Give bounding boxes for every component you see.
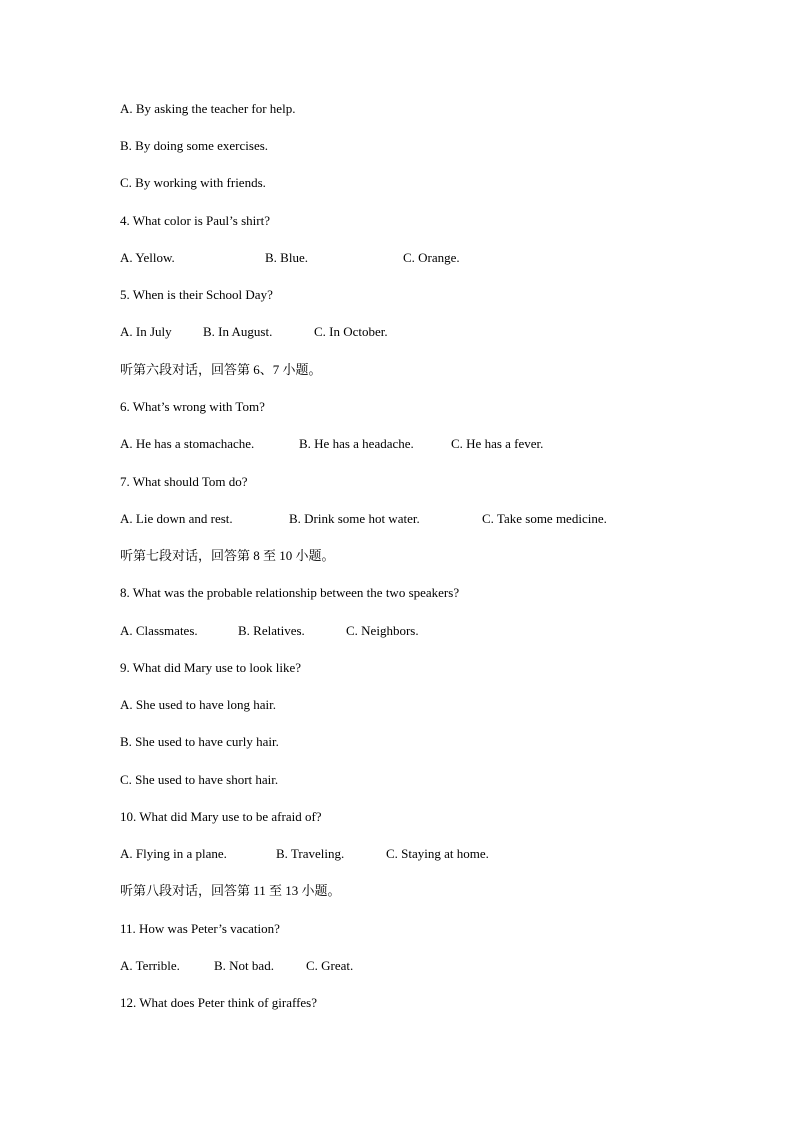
answer-option: B. By doing some exercises. xyxy=(120,138,269,153)
answer-option: A. He has a stomachache. xyxy=(120,436,255,451)
question-text: 4. What color is Paul’s shirt? xyxy=(120,213,270,228)
answer-option: B. In August. xyxy=(203,324,273,339)
question-text: 7. What should Tom do? xyxy=(120,474,248,489)
answer-option: B. Relatives. xyxy=(238,623,305,638)
answer-option: C. By working with friends. xyxy=(120,175,266,190)
answer-option: C. Neighbors. xyxy=(346,623,419,638)
answer-option: B. Traveling. xyxy=(276,846,345,861)
answer-option: B. Drink some hot water. xyxy=(289,511,420,526)
section-instruction: 听第八段对话，回答第 11 至 13 小题。 xyxy=(120,883,341,898)
answer-option: A. Yellow. xyxy=(120,250,175,265)
answer-option: B. He has a headache. xyxy=(299,436,414,451)
question-text: 10. What did Mary use to be afraid of? xyxy=(120,809,322,824)
answer-option: A. In July xyxy=(120,324,172,339)
answer-option: C. He has a fever. xyxy=(451,436,544,451)
question-text: 5. When is their School Day? xyxy=(120,287,273,302)
answer-option: A. Lie down and rest. xyxy=(120,511,233,526)
answer-option: A. Classmates. xyxy=(120,623,198,638)
answer-option: A. Flying in a plane. xyxy=(120,846,227,861)
answer-option: B. Blue. xyxy=(265,250,308,265)
section-instruction: 听第六段对话，回答第 6、7 小题。 xyxy=(120,362,322,377)
answer-option: C. Staying at home. xyxy=(386,846,489,861)
answer-option: C. She used to have short hair. xyxy=(120,772,279,787)
answer-option: A. She used to have long hair. xyxy=(120,697,276,712)
question-text: 6. What’s wrong with Tom? xyxy=(120,399,265,414)
answer-option: B. She used to have curly hair. xyxy=(120,734,279,749)
answer-option: C. Take some medicine. xyxy=(482,511,607,526)
question-text: 12. What does Peter think of giraffes? xyxy=(120,995,317,1010)
section-instruction: 听第七段对话，回答第 8 至 10 小题。 xyxy=(120,548,335,563)
answer-option: B. Not bad. xyxy=(214,958,274,973)
answer-option: C. Great. xyxy=(306,958,354,973)
answer-option: A. Terrible. xyxy=(120,958,180,973)
answer-option: A. By asking the teacher for help. xyxy=(120,101,296,116)
answer-option: C. In October. xyxy=(314,324,388,339)
question-text: 9. What did Mary use to look like? xyxy=(120,660,302,675)
question-text: 8. What was the probable relationship between the two speakers? xyxy=(120,585,460,600)
answer-option: C. Orange. xyxy=(403,250,460,265)
question-text: 11. How was Peter’s vacation? xyxy=(120,921,280,936)
